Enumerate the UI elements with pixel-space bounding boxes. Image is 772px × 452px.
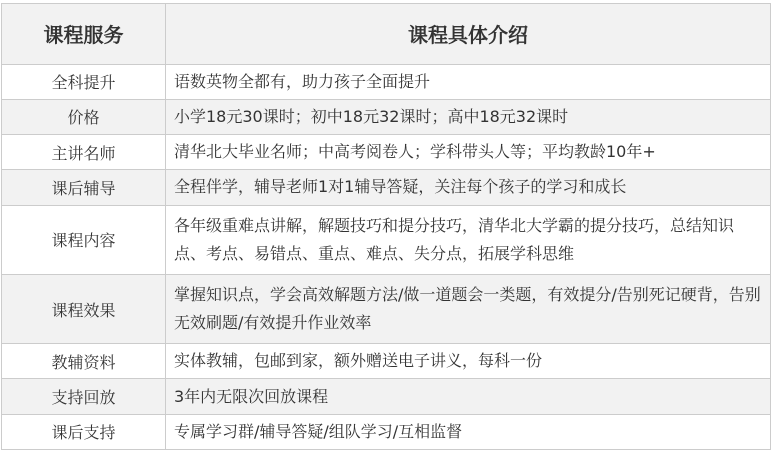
header-course-detail: 课程具体介绍 — [166, 4, 771, 65]
table-row — [2, 99, 771, 134]
table-row — [2, 205, 771, 274]
table-row — [2, 170, 771, 205]
detail-cell: 小学18元30课时；初中18元32课时；高中18元32课时 — [166, 99, 771, 134]
table-row — [2, 274, 771, 343]
course-service-table — [1, 3, 771, 450]
service-cell: 课后辅导 — [2, 170, 166, 205]
detail-cell: 语数英物全都有，助力孩子全面提升 — [166, 64, 771, 99]
service-cell: 课后支持 — [2, 414, 166, 449]
detail-cell: 实体教辅，包邮到家，额外赠送电子讲义，每科一份 — [166, 344, 771, 379]
detail-cell: 3年内无限次回放课程 — [166, 379, 771, 414]
service-cell: 主讲名师 — [2, 135, 166, 170]
table-row — [2, 379, 771, 414]
detail-cell: 各年级重难点讲解，解题技巧和提分技巧，清华北大学霸的提分技巧，总结知识点、考点、易错点、重点、难点、失分点，拓展学科思维 — [166, 205, 771, 274]
service-cell: 价格 — [2, 99, 166, 134]
detail-cell: 掌握知识点，学会高效解题方法/做一道题会一类题，有效提分/告别死记硬背，告别无效刷题/有效提升作业效率 — [166, 274, 771, 343]
service-cell: 全科提升 — [2, 64, 166, 99]
table-row — [2, 135, 771, 170]
service-cell: 教辅资料 — [2, 344, 166, 379]
table-row — [2, 64, 771, 99]
service-cell: 课程效果 — [2, 274, 166, 343]
detail-cell: 清华北大毕业名师；中高考阅卷人；学科带头人等；平均教龄10年+ — [166, 135, 771, 170]
header-course-service: 课程服务 — [2, 4, 166, 65]
service-cell: 支持回放 — [2, 379, 166, 414]
table-header-row — [2, 4, 771, 65]
table-row — [2, 344, 771, 379]
service-cell: 课程内容 — [2, 205, 166, 274]
detail-cell: 专属学习群/辅导答疑/组队学习/互相监督 — [166, 414, 771, 449]
table-row — [2, 414, 771, 449]
detail-cell: 全程伴学，辅导老师1对1辅导答疑，关注每个孩子的学习和成长 — [166, 170, 771, 205]
